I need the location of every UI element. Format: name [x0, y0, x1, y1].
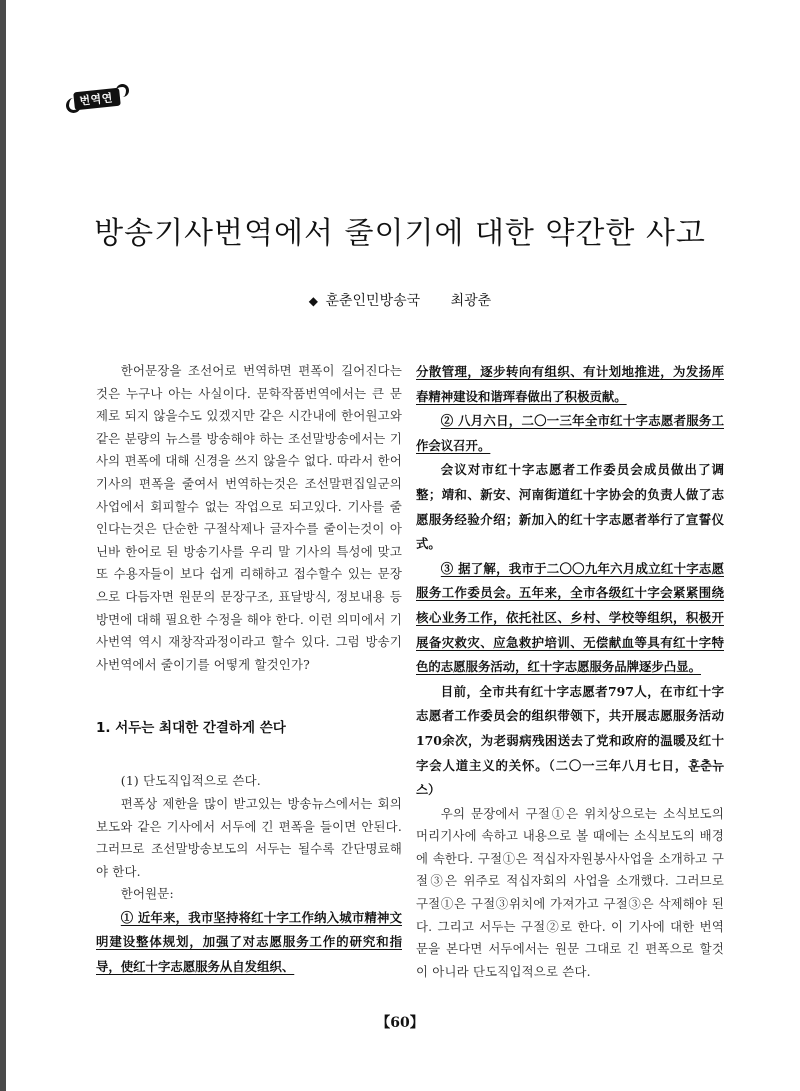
original-text-label: 한어원문: [120, 886, 174, 902]
byline-author: 최광춘 [450, 293, 492, 309]
body-paragraph-2: 편폭상 제한을 많이 받고있는 방송뉴스에서는 회의보도와 같은 기사에서 서두에 긴 편폭을 들이면 안된다. 그러므로 조선말방송보도의 서두는 될수록 간단명료해야 한다. [96, 795, 402, 879]
byline [0, 290, 800, 310]
subheading-1: (1) 단도직입적으로 쓴다. [120, 773, 261, 789]
article-title: 방송기사번역에서 줄이기에 대한 약간한 사고 [94, 216, 706, 251]
badge-swirl-right [116, 84, 129, 97]
right-column [416, 360, 724, 983]
page-binding-edge [0, 0, 6, 1091]
analysis-paragraph: 우의 문장에서 구절①은 위치상으로는 소식보도의 머리기사에 속하고 내용으로 볼 때에는 소식보도의 배경에 속한다. 구절①은 적십자자원봉사사업을 소개하고 구절③은 위주로 적십자회의 사업을 소개했다. 그러므로 구절①은 구절③위치에 가져가고 구절③은 삭제해야 된다. 그리고 서두는 구절②로 한다. 이 기사에 대한 번역문을 본다면 서두에서는 원문 그대로 긴 편폭으로 할것이 아니라 단도직입적으로 쓴다. [416, 805, 724, 979]
left-column [96, 360, 402, 980]
chinese-original-plain-1: 会议对市红十字志愿者工作委员会成员做出了调整；靖和、新安、河南街道红十字协会的负责人做了志愿服务经验介绍；新加入的红十字志愿者举行了宣誓仪式。 [416, 462, 724, 552]
section-badge [66, 86, 128, 123]
chinese-original-1: ① 近年来，我市坚持将红十字工作纳入城市精神文明建设整体规划，加强了对志愿服务工作的研究和指导，使红十字志愿服务从自发组织、 [96, 909, 402, 975]
page-number: 【60】 [376, 1015, 424, 1031]
diamond-icon: ◆ [308, 294, 319, 308]
chinese-original-3: ③ 据了解，我市于二〇〇九年六月成立红十字志愿服务工作委员会。五年来，全市各级红十字会紧紧围绕核心业务工作，依托社区、乡村、学校等组织，积极开展备灾救灾、应急救护培训、无偿献血等具有红十字特色的志愿服务活动，红十字志愿服务品牌逐步凸显。 [416, 560, 724, 675]
intro-paragraph: 한어문장을 조선어로 번역하면 편폭이 길어진다는것은 누구나 아는 사실이다. 문학작품번역에서는 큰 문제로 되지 않을수도 있겠지만 같은 시간내에 한어원고와 같은 분량의 뉴스를 방송해야 하는 조선말방송에서는 기사의 편폭에 대해 신경을 쓰지 않을수 없다. 따라서 한어기사의 편폭을 줄여서 번역하는것은 조선말편집일군의 사업에서 회피할수 없는 작업으로 되고있다. 기사를 줄인다는것은 단순한 구절삭제나 글자수를 줄이는것이 아닌바 한어로 된 방송기사를 우리 말 기사의 특성에 맞고 또 수용자들이 보다 쉽게 리해하고 접수할수 있는 문장으로 다듬자면 원문의 문장구조, 표달방식, 정보내용 등 방면에 대해 필요한 수정을 해야 한다. 이런 의미에서 기사번역 역시 재창작과정이라고 할수 있다. 그럼 방송기사번역에서 줄이기를 어떻게 할것인가? [96, 363, 402, 672]
byline-organization: 훈춘인민방송국 [325, 293, 421, 309]
section-heading: 1. 서두는 최대한 간결하게 쓴다 [96, 720, 286, 737]
chinese-original-1-cont: 分散管理，逐步转向有组织、有计划地推进，为发扬厍春精神建设和谐珲春做出了积极贡献。 [416, 364, 724, 404]
badge-label: 번역연구 [78, 91, 114, 123]
chinese-original-2: ② 八月六日，二〇一三年全市红十字志愿者服务工作会议召开。 [416, 413, 724, 453]
chinese-original-plain-2: 目前，全市共有红十字志愿者797人，在市红十字志愿者工作委员会的组织带领下，共开展志愿服务活动170余次，为老弱病残困送去了党和政府的温暖及红十字会人道主义的关怀。（二〇一三年八月七日，훈춘뉴스） [416, 683, 724, 798]
